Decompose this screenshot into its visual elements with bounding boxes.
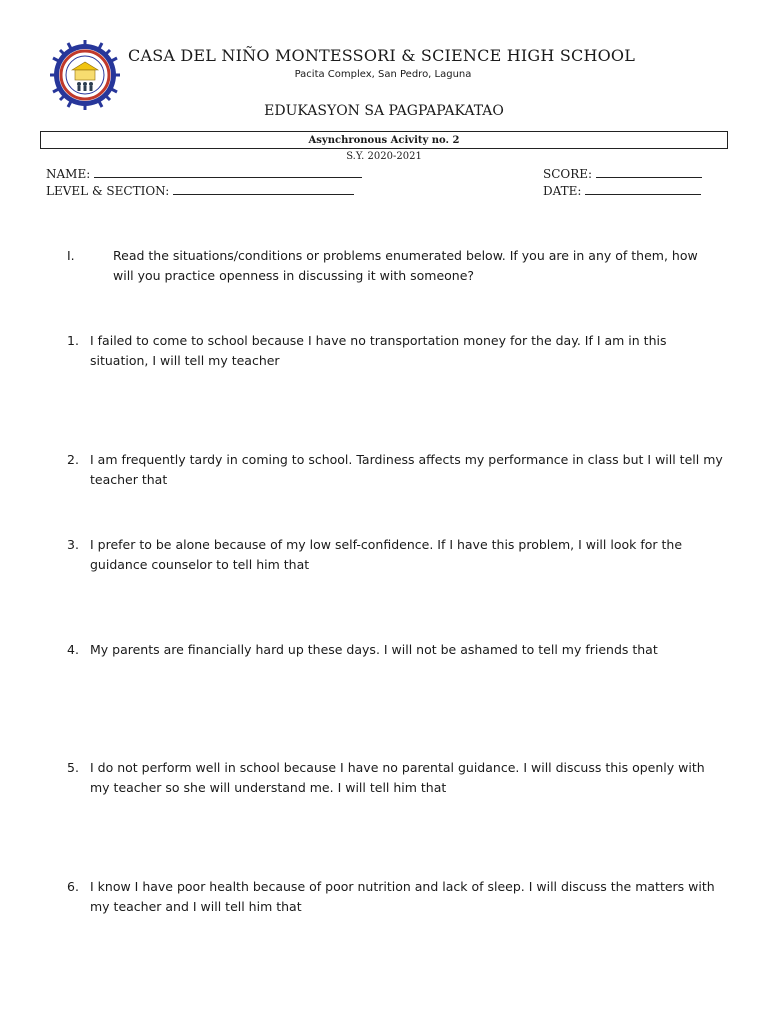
score-label: SCORE:	[543, 167, 593, 181]
name-field[interactable]	[46, 166, 362, 181]
item-number: 4.	[67, 642, 79, 657]
item-number: 5.	[67, 760, 79, 775]
question-item-4	[67, 640, 727, 660]
question-item-2	[67, 450, 727, 490]
school-name: CASA DEL NIÑO MONTESSORI & SCIENCE HIGH SCHOOL	[128, 46, 636, 65]
instruction-number: I.	[67, 248, 75, 263]
date-label: DATE:	[543, 184, 582, 198]
school-seal-icon	[50, 40, 120, 110]
date-blank[interactable]	[585, 183, 701, 195]
school-year: S.Y. 2020-2021	[346, 151, 422, 162]
item-text: I know I have poor health because of poor nutrition and lack of sleep. I will discuss the matters with my teacher and I will tell him that	[90, 879, 715, 914]
score-blank[interactable]	[596, 166, 702, 178]
date-field[interactable]	[543, 183, 701, 198]
question-item-5	[67, 758, 727, 798]
school-address: Pacita Complex, San Pedro, Laguna	[294, 69, 472, 80]
score-field[interactable]	[543, 166, 702, 181]
item-number: 3.	[67, 537, 79, 552]
item-number: 1.	[67, 333, 79, 348]
item-text: My parents are financially hard up these days. I will not be ashamed to tell my friends that	[90, 642, 658, 657]
item-number: 2.	[67, 452, 79, 467]
instruction-text: Read the situations/conditions or problems enumerated below. If you are in any of them, how will you practice openness in discussing it with someone?	[113, 248, 698, 283]
name-label: NAME:	[46, 167, 91, 181]
question-item-1	[67, 331, 727, 371]
question-item-3	[67, 535, 727, 575]
activity-title: Asynchronous Acivity no. 2	[40, 131, 728, 149]
name-blank[interactable]	[94, 166, 362, 178]
level-section-label: LEVEL & SECTION:	[46, 184, 170, 198]
item-text: I prefer to be alone because of my low self-confidence. If I have this problem, I will look for the guidance counselor to tell him that	[90, 537, 683, 572]
item-text: I do not perform well in school because I have no parental guidance. I will discuss this openly with my teacher so she will understand me. I will tell him that	[90, 760, 705, 795]
item-text: I am frequently tardy in coming to school. Tardiness affects my performance in class but I will tell my teacher that	[90, 452, 723, 487]
item-text: I failed to come to school because I have no transportation money for the day. If I am in this situation, I will tell my teacher	[90, 333, 667, 368]
item-number: 6.	[67, 879, 79, 894]
level-section-field[interactable]	[46, 183, 354, 198]
question-item-6	[67, 877, 727, 917]
level-section-blank[interactable]	[173, 183, 354, 195]
subject-title: EDUKASYON SA PAGPAPAKATAO	[264, 103, 504, 119]
